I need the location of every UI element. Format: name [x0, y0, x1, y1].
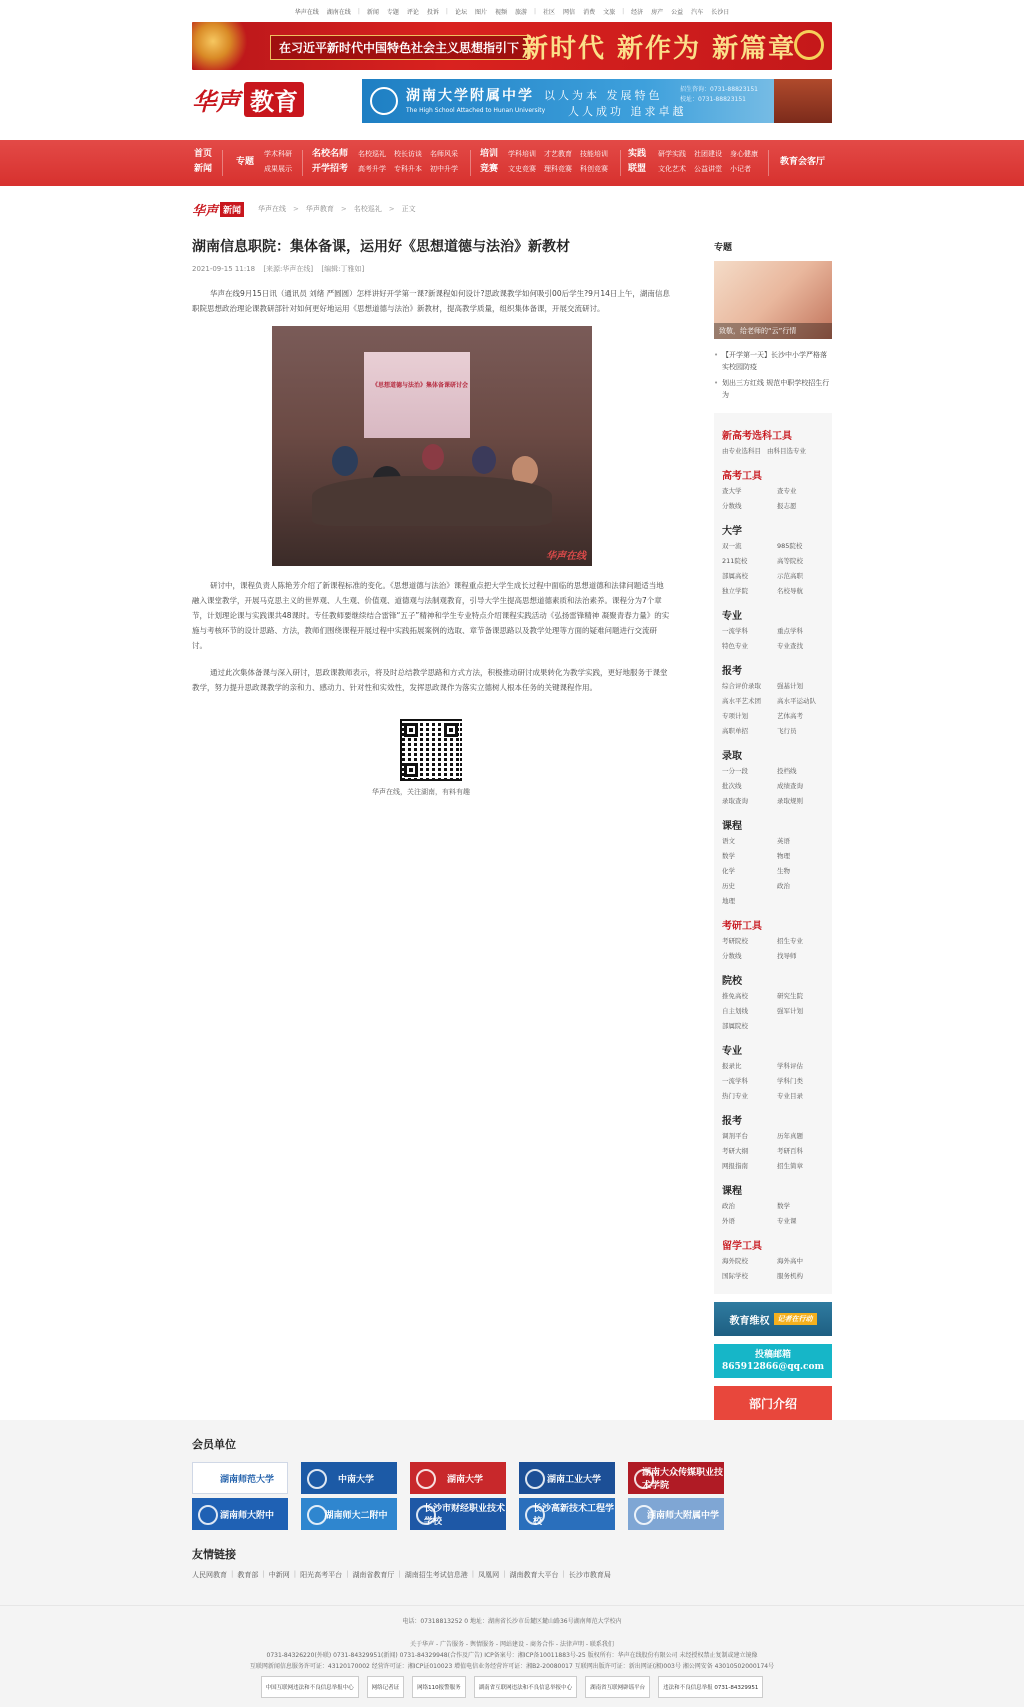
button-label: 教育维权: [729, 1315, 770, 1327]
top-nav: [0, 0, 1024, 22]
nav-home[interactable]: 首页: [194, 149, 213, 159]
main-nav: [0, 140, 1024, 186]
link-separator: |: [231, 1570, 234, 1578]
friend-link[interactable]: 阳光高考平台: [300, 1571, 343, 1579]
nav-link[interactable]: 小记者: [730, 165, 751, 173]
member-section: [0, 1420, 1024, 1605]
link-separator: |: [293, 1570, 297, 1578]
tool-group-heading: 录取: [722, 751, 742, 762]
topnav-link[interactable]: 文旅: [603, 8, 616, 16]
nav-link[interactable]: 科创竞赛: [580, 165, 608, 173]
member-logo[interactable]: [410, 1498, 506, 1530]
party-emblem-icon: [794, 30, 824, 60]
tool-link[interactable]: 找导师: [777, 952, 797, 960]
tool-link[interactable]: 历年真题: [777, 1132, 803, 1140]
qr-finder: [404, 763, 418, 777]
topnav-link[interactable]: 消费: [583, 8, 596, 16]
projector-screen: [364, 352, 470, 438]
email-address: 865912866@qq.com: [721, 1362, 825, 1372]
topic-image-caption: 致敬，给老师的“云”行情: [714, 323, 832, 339]
member-logo-name: 湖南师大附属中学: [646, 1510, 719, 1521]
tool-link[interactable]: 国际学校: [722, 1272, 748, 1280]
ad-school-name: 湖南大学附属中学: [406, 88, 534, 104]
qr-finder: [404, 723, 418, 737]
nav-link[interactable]: 学科培训: [508, 150, 536, 158]
topnav-link[interactable]: 社区: [543, 8, 556, 16]
member-heading: 会员单位: [192, 1438, 236, 1451]
nav-divider: [768, 150, 769, 176]
nav-contest[interactable]: 竞赛: [480, 164, 499, 174]
topnav-link[interactable]: 湖南在线: [326, 8, 351, 16]
tool-link[interactable]: 强基计划: [777, 682, 803, 690]
tool-link[interactable]: 生物: [777, 867, 790, 875]
tool-link[interactable]: 部属院校: [722, 1022, 748, 1030]
link-separator: |: [471, 1570, 475, 1578]
member-logo-name: 湖南师大附中: [219, 1510, 274, 1521]
nav-link[interactable]: 文化艺术: [658, 165, 686, 173]
friend-link[interactable]: 中新网: [268, 1571, 290, 1579]
tool-group-heading: 专业: [722, 611, 742, 622]
logo-row: [192, 70, 832, 140]
tool-group-heading: 新高考选科工具: [722, 431, 792, 442]
logo-huasheng: 华声: [192, 87, 240, 116]
breadcrumb-item[interactable]: 华声教育: [305, 205, 334, 213]
member-logo[interactable]: [301, 1498, 397, 1530]
tool-link[interactable]: 调剂平台: [722, 1132, 748, 1140]
nav-link[interactable]: 初中升学: [430, 165, 458, 173]
school-ad-banner[interactable]: [362, 79, 832, 123]
breadcrumb-item[interactable]: 华声在线: [258, 205, 287, 213]
qr-code-icon: [400, 719, 462, 781]
tool-link-grid: [722, 1129, 824, 1174]
tool-link[interactable]: 考研院校: [722, 937, 748, 945]
footer-badge[interactable]: 湖南省互联网违法和不良信息举报中心: [474, 1676, 578, 1698]
tools-panel: [714, 413, 832, 1294]
breadcrumb-separator: >: [340, 205, 347, 213]
breadcrumb-separator: >: [293, 205, 299, 213]
news-logo-news: 新闻: [220, 202, 244, 217]
tool-link[interactable]: 985院校: [777, 542, 803, 550]
tool-group-heading: 报考: [722, 666, 742, 677]
breadcrumb-current: 正文: [401, 205, 416, 213]
member-logo-name: 中南大学: [337, 1474, 374, 1485]
friend-link[interactable]: 人民网教育: [192, 1571, 227, 1579]
tool-link-grid: [722, 444, 824, 459]
button-label: 投稿邮箱: [754, 1350, 791, 1360]
friends-heading: 友情链接: [192, 1548, 236, 1561]
tool-link-grid: [722, 679, 824, 739]
topnav-link[interactable]: 网信: [563, 8, 576, 16]
content-area: [192, 226, 832, 1451]
tool-link[interactable]: 网报指南: [722, 1162, 748, 1170]
article-meta: [192, 264, 670, 274]
tool-link[interactable]: 语文: [722, 837, 735, 845]
nav-practice[interactable]: 实践: [628, 149, 647, 159]
footer-badge[interactable]: 网络110报警服务: [412, 1676, 466, 1698]
tool-link[interactable]: 录取查询: [722, 797, 748, 805]
button-tag: 记者在行动: [774, 1313, 817, 1325]
school-building-image: [774, 79, 832, 123]
footer-licenses: 互联网新闻信息服务许可证：43120170002 经营许可证：湘ICP证010023 增值电信业务经营许可证：湘B2-20080017 互联网出版许可证：新出网证(湘)003号 湘公网安备 43010502000174号: [249, 1663, 775, 1670]
tool-link[interactable]: 专业查找: [777, 642, 803, 650]
tool-group-heading: 院校: [722, 976, 742, 987]
tool-link[interactable]: 一分一段: [722, 767, 748, 775]
tool-link[interactable]: 推免高校: [722, 992, 748, 1000]
topnav-link[interactable]: 公益: [671, 8, 684, 16]
tool-link[interactable]: 考研大纲: [722, 1147, 748, 1155]
ad-contact-line: 招生咨询：0731-88823151: [680, 86, 758, 93]
footer-phones: 0731-84326220(外联) 0731-84329951(新闻) 0731-84329948(合作及广告) ICP备案号：湘ICP备10011883号-25 版权所有：华声在线股份有限公司 未经授权禁止复制或建立镜像: [266, 1652, 758, 1659]
link-separator: |: [503, 1570, 506, 1578]
tool-link[interactable]: 独立学院: [722, 587, 748, 595]
tool-link[interactable]: 由科目选专业: [767, 447, 806, 455]
ad-motto-2: 人人成功 追求卓越: [568, 105, 687, 118]
tool-link[interactable]: 一流学科: [722, 627, 748, 635]
tool-link[interactable]: 一流学科: [722, 1077, 748, 1085]
tool-link[interactable]: 示范高职: [777, 572, 803, 580]
tool-link[interactable]: 部属高校: [722, 572, 748, 580]
tool-link[interactable]: 政治: [722, 1202, 735, 1210]
tool-link-grid: [722, 624, 824, 654]
footer: [0, 1605, 1024, 1707]
article-paragraph: 华声在线9月15日讯（通讯员 刘绪 严圆圆）怎样讲好开学第一课?新课程如何设计?思政课教学如何吸引00后学生?9月14日上午，湖南信息职院思想政治理论课教研部针对如何更好地运用《思想道德与法治》新教材，提高教学质量，组织集体备课，开展交流研讨。: [192, 289, 670, 313]
topnav-link[interactable]: 新闻: [366, 8, 379, 16]
banner-headline: 新时代 新作为 新篇章: [522, 34, 797, 64]
tool-link[interactable]: 高水平艺术团: [722, 697, 761, 705]
nav-news[interactable]: 新闻: [194, 164, 213, 174]
tool-link[interactable]: 双一流: [722, 542, 742, 550]
tool-link[interactable]: 批次线: [722, 782, 742, 790]
tool-link[interactable]: 报志愿: [777, 502, 797, 510]
tool-link-grid: [722, 1254, 824, 1284]
tool-link[interactable]: 研究生院: [777, 992, 803, 1000]
submission-email-button[interactable]: [714, 1344, 832, 1378]
tool-link[interactable]: 报录比: [722, 1062, 742, 1070]
tool-link[interactable]: 重点学科: [777, 627, 803, 635]
tool-link[interactable]: 数学: [722, 852, 735, 860]
member-logo-name: 湖南大学: [446, 1474, 483, 1485]
breadcrumb-separator: >: [388, 205, 395, 213]
article: [192, 226, 670, 797]
tool-link[interactable]: 地理: [722, 897, 735, 905]
member-logo-name: 长沙高新技术工程学校: [533, 1504, 615, 1527]
ad-motto-1: 以人为本 发展特色: [544, 89, 663, 102]
article-paragraph: 研讨中，课程负责人陈艳芳介绍了新课程标准的变化。《思想道德与法治》课程重点把大学生成长过程中面临的思想道德和法律问题适当地融入课堂教学，开展马克思主义的世界观、人生观、价值观、道德观与法制观教育，引导大学生提高思想道德素质和法治素养。课程分为7个章节，计划理论课与实践课共48课时。专任教师要继续结合雷锋“五子”精神和学生专业特点介绍课程实践活动《弘扬雷锋精神 凝聚青春力量》的实施与考核环节的设计思路、方法，教师们围绕课程开展过程中实践拓展案例的选取、章节备课思路以及教学处理等方面的疑难问题进行交流研讨。: [192, 581, 670, 650]
person-figure: [422, 444, 444, 470]
tool-group-heading: 大学: [722, 526, 742, 537]
member-logo[interactable]: [519, 1462, 615, 1494]
friend-link[interactable]: 长沙市教育局: [568, 1571, 611, 1579]
tool-link[interactable]: 物理: [777, 852, 790, 860]
tool-link-grid: [722, 539, 824, 599]
tool-link[interactable]: 专业课: [777, 1217, 797, 1225]
tool-link[interactable]: 海外院校: [722, 1257, 748, 1265]
ad-contact-line: 校址：0731-88823151: [680, 96, 746, 103]
topnav-link[interactable]: 汽车: [691, 8, 704, 16]
tool-link[interactable]: 分数线: [722, 952, 742, 960]
tool-link-grid: [722, 484, 824, 514]
nav-link[interactable]: 成果展示: [264, 165, 292, 173]
friend-link[interactable]: 教育部: [237, 1571, 259, 1579]
tool-link[interactable]: 艺体高考: [777, 712, 803, 720]
topic-link[interactable]: • 划出三方红线 规范中职学校招生行为: [714, 377, 832, 401]
topnav-link[interactable]: 旅游: [514, 8, 527, 16]
tool-link[interactable]: 高等院校: [777, 557, 803, 565]
link-separator: |: [262, 1570, 265, 1578]
tool-link[interactable]: 自主划线: [722, 1007, 748, 1015]
topnav-link[interactable]: 经济: [631, 8, 644, 16]
nav-link[interactable]: 名校巡礼: [358, 150, 386, 158]
site-logo[interactable]: [192, 82, 304, 117]
tool-link[interactable]: 英语: [777, 837, 790, 845]
tool-link[interactable]: 学科门类: [777, 1077, 803, 1085]
huabiao-graphic: [192, 22, 262, 70]
tool-link[interactable]: 飞行员: [777, 727, 797, 735]
footer-badge[interactable]: 网络记者证: [367, 1676, 405, 1698]
button-label: 部门介绍: [748, 1396, 797, 1411]
tool-group-heading: 专业: [722, 1046, 742, 1057]
article-date: 2021-09-15 11:18: [192, 265, 256, 273]
footer-links[interactable]: 关于华声 - 广告服务 - 舆情服务 - 网站建设 - 商务合作 - 法律声明 - 联系我们: [410, 1641, 614, 1648]
qr-finder: [444, 723, 458, 737]
nav-link[interactable]: 校长访谈: [394, 150, 422, 158]
photo-watermark: 华声在线: [546, 551, 586, 562]
footer-badges: [192, 1676, 832, 1698]
top-banner[interactable]: [192, 22, 832, 70]
member-logo[interactable]: [628, 1498, 724, 1530]
topnav-link[interactable]: 长沙日: [711, 8, 730, 16]
nav-training[interactable]: 培训: [480, 149, 499, 159]
tool-link[interactable]: 查专业: [777, 487, 797, 495]
tool-link-grid: [722, 1199, 824, 1229]
topnav-separator: |: [534, 7, 537, 15]
nav-divider: [620, 150, 621, 176]
tool-link[interactable]: 化学: [722, 867, 735, 875]
footer-badge[interactable]: 湖南省互联网辟谣平台: [585, 1676, 650, 1698]
nav-famous-schools[interactable]: 名校名师: [312, 149, 349, 159]
tool-link[interactable]: 外语: [722, 1217, 735, 1225]
tool-link[interactable]: 高水平运动队: [777, 697, 816, 705]
tool-link[interactable]: 名校导航: [777, 587, 803, 595]
topic-list: [714, 349, 832, 401]
tool-link-row: [722, 444, 832, 459]
news-logo[interactable]: [192, 200, 244, 219]
tool-link[interactable]: 成绩查询: [777, 782, 803, 790]
sidebar-topic-heading: 专题: [714, 243, 733, 253]
friend-links: [192, 1546, 832, 1580]
nav-link[interactable]: 名师风采: [430, 150, 458, 158]
member-logo-name: 湖南工业大学: [546, 1474, 601, 1485]
topic-link[interactable]: • 【开学第一天】长沙中小学严格落实校园防疫: [714, 349, 832, 373]
tool-link[interactable]: 投档线: [777, 767, 797, 775]
sidebar: [714, 226, 832, 1468]
nav-link[interactable]: 学术科研: [264, 150, 292, 158]
tool-link[interactable]: 服务机构: [777, 1272, 803, 1280]
person-figure: [332, 446, 358, 476]
tool-link[interactable]: 学科评估: [777, 1062, 803, 1070]
tool-group-heading: 课程: [722, 1186, 742, 1197]
tool-link[interactable]: 招生简章: [777, 1162, 803, 1170]
tool-link[interactable]: 由专业选科目: [722, 447, 761, 455]
tool-link[interactable]: 历史: [722, 882, 735, 890]
link-separator: |: [346, 1570, 349, 1578]
nav-divider: [302, 150, 303, 176]
screen-text: 《思想道德与法治》集体备课研讨会: [372, 382, 469, 389]
nav-link[interactable]: 理科竞赛: [544, 165, 572, 173]
qr-caption: 华声在线，关注湖南，有料有趣: [372, 788, 470, 796]
tool-link[interactable]: 查大学: [722, 487, 742, 495]
education-rights-button[interactable]: [714, 1302, 832, 1336]
tool-link[interactable]: 数学: [777, 1202, 790, 1210]
tool-link-grid: [722, 989, 824, 1034]
nav-divider: [470, 150, 471, 176]
news-logo-huasheng: 华声: [192, 203, 219, 219]
nav-enrollment[interactable]: 开学招考: [312, 164, 349, 174]
member-logo-name: 湖南师范大学: [219, 1474, 274, 1485]
ad-school-en: The High School Attached to Hunan University: [406, 107, 546, 114]
tool-link[interactable]: 分数线: [722, 502, 742, 510]
tool-link[interactable]: 特色专业: [722, 642, 748, 650]
nav-link[interactable]: 文史竞赛: [508, 165, 536, 173]
footer-badge[interactable]: 中国互联网违法和不良信息举报中心: [261, 1676, 359, 1698]
topnav-link[interactable]: 评论: [406, 8, 419, 16]
nav-topic[interactable]: 专题: [236, 157, 255, 167]
logo-education: 教育: [244, 82, 304, 117]
nav-divider: [222, 150, 223, 176]
topnav-link[interactable]: 专题: [386, 8, 399, 16]
member-logo[interactable]: [628, 1462, 724, 1494]
friend-link-list: [192, 1570, 832, 1580]
article-title: 湖南信息职院：集体备课，运用好《思想道德与法治》新教材: [192, 239, 570, 255]
tool-group-heading: 考研工具: [722, 921, 762, 932]
nav-alliance[interactable]: 联盟: [628, 164, 647, 174]
breadcrumb: [192, 192, 832, 226]
member-logo-name: 长沙市财经职业技术学校: [424, 1504, 506, 1527]
footer-address: 电话：07318813252 0 地址：湖南省长沙市岳麓区麓山路36号湖南师范大学校内: [402, 1618, 622, 1625]
meeting-table: [312, 476, 552, 526]
nav-link[interactable]: 技能培训: [580, 150, 608, 158]
tool-link[interactable]: 高职单招: [722, 727, 748, 735]
topnav-separator: |: [445, 7, 448, 15]
tool-link[interactable]: 211院校: [722, 557, 748, 565]
member-logo[interactable]: [519, 1498, 615, 1530]
article-source: [来源:华声在线]: [263, 265, 314, 273]
breadcrumb-item[interactable]: 名校巡礼: [353, 205, 382, 213]
tool-group-heading: 报考: [722, 1116, 742, 1127]
banner-slogan: 在习近平新时代中国特色社会主义思想指引下: [270, 35, 528, 60]
tool-link[interactable]: 强军计划: [777, 1007, 803, 1015]
member-logos: [192, 1462, 832, 1530]
topnav-separator: |: [357, 7, 360, 15]
nav-link[interactable]: 公益讲堂: [694, 165, 722, 173]
tool-link[interactable]: 招生专业: [777, 937, 803, 945]
school-emblem-icon: [370, 87, 398, 115]
tool-link[interactable]: 专业目录: [777, 1092, 803, 1100]
tool-link[interactable]: 考研百科: [777, 1147, 803, 1155]
person-figure: [472, 446, 496, 474]
tool-link-grid: [722, 934, 824, 964]
tool-link[interactable]: 综合评价录取: [722, 682, 761, 690]
link-separator: |: [398, 1570, 401, 1578]
member-logo[interactable]: [192, 1462, 288, 1494]
tool-group-heading: 高考工具: [722, 471, 762, 482]
tool-link[interactable]: 政治: [777, 882, 790, 890]
member-logo[interactable]: [192, 1498, 288, 1530]
topnav-link[interactable]: 论坛: [454, 8, 467, 16]
friend-link[interactable]: 湖南省教育厅: [352, 1571, 395, 1579]
nav-link[interactable]: 专科升本: [394, 165, 422, 173]
topnav-link[interactable]: 图片: [474, 8, 487, 16]
tool-link[interactable]: 海外高中: [777, 1257, 803, 1265]
friend-link[interactable]: 凤凰网: [478, 1571, 500, 1579]
member-logo-name: 湖南师大二附中: [324, 1510, 388, 1521]
tool-group-heading: 课程: [722, 821, 742, 832]
footer-badge[interactable]: 违法和不良信息举报 0731-84329951: [658, 1676, 763, 1698]
nav-link[interactable]: 才艺教育: [544, 150, 572, 158]
member-logo[interactable]: [301, 1462, 397, 1494]
nav-link[interactable]: 身心健康: [730, 150, 758, 158]
article-paragraph: 通过此次集体备课与深入研讨，思政课教师表示，将及时总结教学思路和方式方法，积极推动研讨成果转化为教学实践，更好地服务于课堂教学，努力提升思政课教学的亲和力、感动力、针对性和实效性，发挥思政课作为落实立德树人根本任务的关键课程作用。: [192, 668, 668, 692]
article-photo: [272, 326, 592, 566]
tool-link[interactable]: 专项计划: [722, 712, 748, 720]
tool-link-grid: [722, 1059, 824, 1104]
department-intro-button[interactable]: [714, 1386, 832, 1420]
article-editor: [编辑:丁雅如]: [321, 265, 365, 273]
topic-image[interactable]: [714, 261, 832, 339]
tool-link-grid: [722, 834, 824, 909]
topnav-link[interactable]: 华声在线: [294, 8, 319, 16]
ad-contact: [680, 85, 758, 105]
topnav-link[interactable]: 投诉: [426, 8, 439, 16]
tool-group-heading: 留学工具: [722, 1241, 762, 1252]
topnav-link[interactable]: 房产: [651, 8, 664, 16]
friend-link[interactable]: 湖南教育大平台: [509, 1571, 559, 1579]
tool-link[interactable]: 录取规则: [777, 797, 803, 805]
topnav-separator: |: [622, 7, 625, 15]
topnav-link[interactable]: 视频: [494, 8, 507, 16]
member-logo-name: 湖南大众传媒职业技术学院: [642, 1468, 724, 1491]
friend-link[interactable]: 湖南招生考试信息港: [404, 1571, 468, 1579]
tool-link[interactable]: 热门专业: [722, 1092, 748, 1100]
nav-link[interactable]: 研学实践: [658, 150, 686, 158]
nav-link[interactable]: 社团建设: [694, 150, 722, 158]
link-separator: |: [562, 1570, 565, 1578]
nav-education-hall[interactable]: 教育会客厅: [780, 157, 826, 167]
tool-link-grid: [722, 764, 824, 809]
nav-link[interactable]: 高考升学: [358, 165, 386, 173]
member-logo[interactable]: [410, 1462, 506, 1494]
